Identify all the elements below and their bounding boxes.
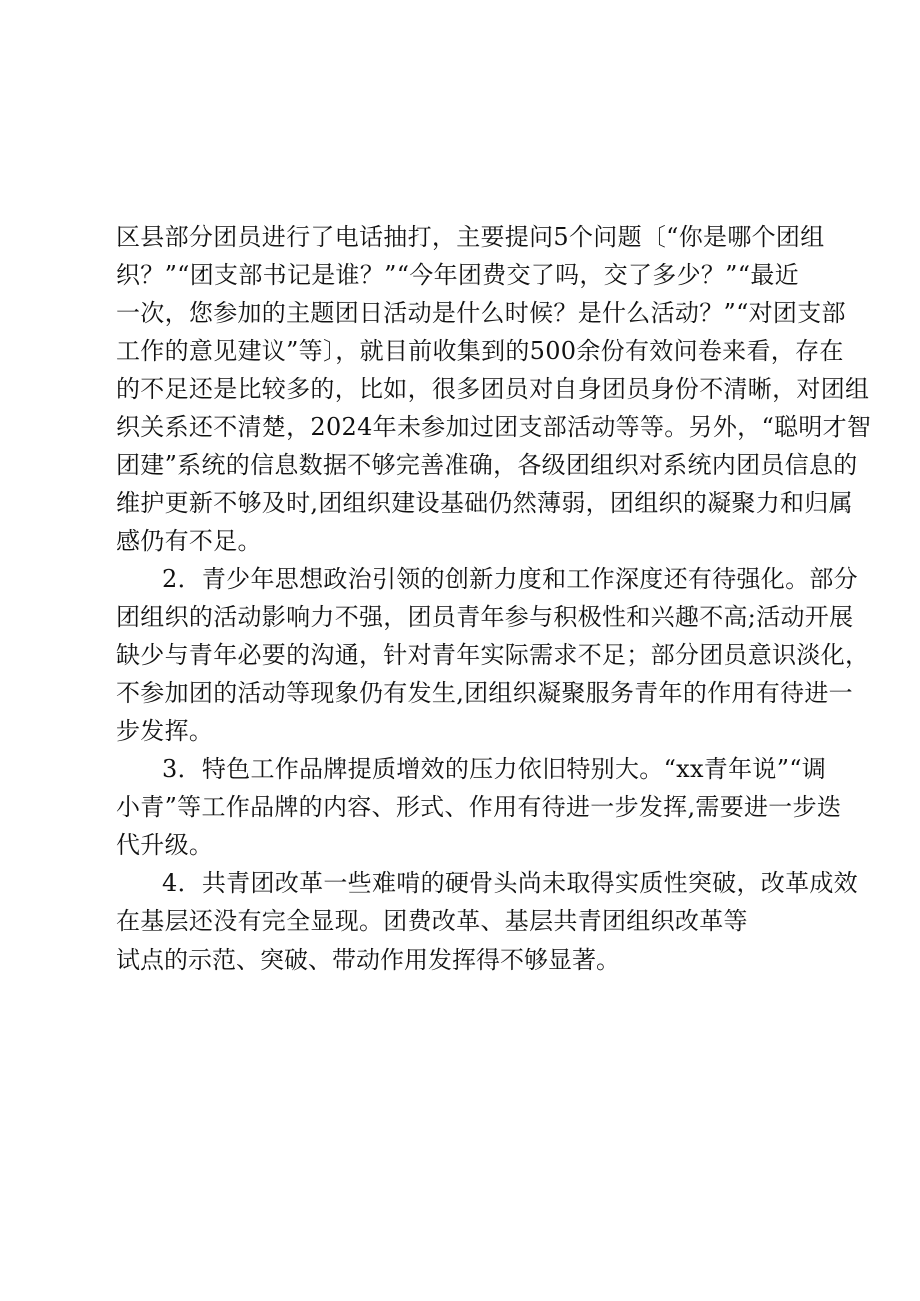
text-line: 代升级。 [116, 831, 214, 859]
text-line: 试点的示范、突破、带动作用发挥得不够显著。 [116, 946, 620, 974]
paragraph-4-start: 4．共青团改革一些难啃的硬骨头尚未取得实质性突破，改革成效 [162, 869, 858, 897]
paragraph-3-start: 3．特色工作品牌提质增效的压力依旧特别大。“xx青年说”“调 [162, 755, 827, 783]
text-line: 织关系还不清楚，2024年未参加过团支部活动等等。另外，“聪明才智 [116, 413, 872, 441]
text-line: 步发挥。 [116, 717, 214, 745]
paragraph-2-start: 2．青少年思想政治引领的创新力度和工作深度还有待强化。部分 [162, 565, 858, 593]
text-line: 小青”等工作品牌的内容、形式、作用有待进一步发挥,需要进一步迭 [116, 793, 842, 821]
text-line: 不参加团的活动等现象仍有发生,团组织凝聚服务青年的作用有待进一 [116, 679, 853, 707]
text-line: 缺少与青年必要的沟通，针对青年实际需求不足；部分团员意识淡化， [116, 641, 870, 669]
text-line: 织？”“团支部书记是谁？”“今年团费交了吗，交了多少？”“最近 [116, 261, 799, 289]
text-line: 在基层还没有完全显现。团费改革、基层共青团组织改革等 [116, 907, 748, 935]
text-line: 感仍有不足。 [116, 527, 262, 555]
text-line: 的不足还是比较多的，比如，很多团员对自身团员身份不清晰，对团组 [116, 375, 870, 403]
text-line: 工作的意见建议”等〕，就目前收集到的500余份有效问卷来看，存在 [116, 337, 844, 365]
text-line: 团组织的活动影响力不强，团员青年参与积极性和兴趣不高;活动开展 [116, 603, 854, 631]
text-line: 维护更新不够及时,团组织建设基础仍然薄弱，团组织的凝聚力和归属 [116, 489, 853, 517]
text-line: 团建”系统的信息数据不够完善准确，各级团组织对系统内团员信息的 [116, 451, 858, 479]
text-line: 一次，您参加的主题团日活动是什么时候？是什么活动？”“对团支部 [116, 299, 846, 327]
text-line: 区县部分团员进行了电话抽打，主要提问5个问题〔“你是哪个团组 [116, 223, 825, 251]
